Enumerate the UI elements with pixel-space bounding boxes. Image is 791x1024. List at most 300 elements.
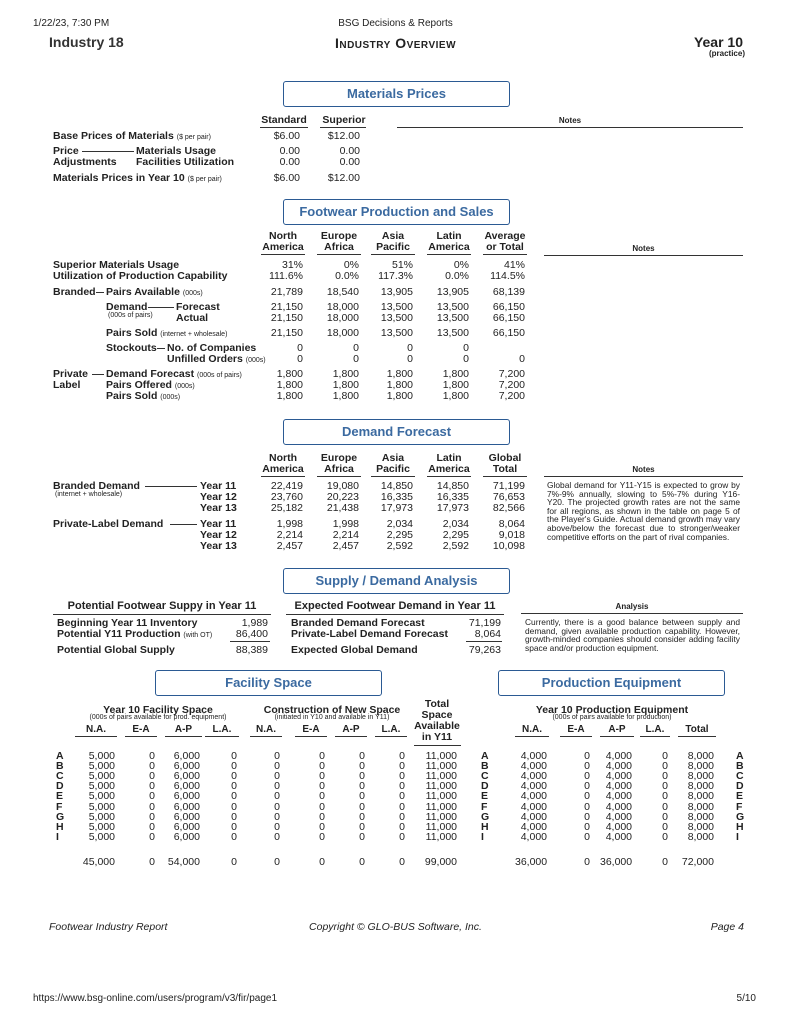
materials-prices-heading: Materials Prices — [283, 81, 510, 107]
facility-cell: 0 — [359, 820, 365, 833]
inventory-label: Beginning Year 11 Inventory — [57, 617, 198, 629]
equipment-total: 36,000 — [515, 856, 548, 868]
equipment-cell: 8,000 — [687, 760, 714, 773]
production-cell: 0 — [353, 353, 359, 365]
facility-total: 99,000 — [424, 856, 457, 868]
production-cell: 1,800 — [276, 368, 303, 380]
equipment-cell: 4,000 — [605, 800, 632, 813]
num-companies-label: No. of Companies — [167, 342, 257, 354]
production-cell: 66,150 — [492, 312, 525, 324]
facility-cell: 0 — [149, 750, 155, 762]
demand-cell: 1,998 — [332, 518, 359, 530]
demand-cell: 25,182 — [270, 502, 303, 514]
facility-cell: 0 — [274, 830, 280, 843]
production-cell: 0% — [453, 259, 469, 271]
base-prices-label: Base Prices of Materials ($ per pair) — [53, 130, 211, 142]
demand-cell: 71,199 — [492, 480, 525, 492]
year-standard: $6.00 — [273, 172, 300, 184]
facility-cell: 6,000 — [173, 810, 200, 823]
equipment-col-header: L.A. — [645, 724, 665, 735]
equipment-cell: 4,000 — [520, 830, 547, 843]
production-cell: 1,800 — [332, 368, 359, 380]
production-cell: 21,150 — [270, 301, 303, 313]
equipment-cell: 0 — [584, 810, 590, 823]
facility-cell: 11,000 — [425, 780, 457, 793]
facility-cell: 0 — [149, 770, 155, 783]
production-cell: 0% — [343, 259, 359, 271]
production-cell: 0 — [297, 353, 303, 365]
equipment-cell: 0 — [584, 750, 590, 762]
facility-total: 0 — [359, 856, 365, 868]
year-prices-label: Materials Prices in Year 10 ($ per pair) — [53, 172, 222, 184]
demand-cell: 10,098 — [492, 540, 525, 552]
demand-cell: 19,080 — [326, 480, 359, 492]
facility-cell: 6,000 — [173, 790, 200, 803]
demand-region-header: Pacific — [376, 463, 410, 475]
facility-cell: 0 — [319, 800, 325, 813]
equipment-cell: 0 — [662, 790, 668, 803]
equipment-cell: 4,000 — [605, 780, 632, 793]
facility-cell: 0 — [319, 760, 325, 773]
equipment-cell: 8,000 — [687, 780, 714, 793]
equipment-cell: 8,000 — [687, 800, 714, 813]
analysis-heading: Analysis — [615, 602, 649, 611]
equipment-cell: 4,000 — [605, 750, 632, 762]
global-supply-value: 88,389 — [235, 644, 268, 656]
production-cell: 1,800 — [386, 390, 413, 402]
demand-region-header: America — [428, 463, 470, 475]
facility-total: 45,000 — [82, 856, 115, 868]
production-cell: 7,200 — [498, 368, 525, 380]
construction-title: Construction of New Space — [263, 704, 401, 716]
demand-cell: 76,653 — [492, 491, 525, 503]
potential-production-label: Potential Y11 Production (with OT) — [57, 628, 213, 640]
plant-letter: F — [481, 800, 488, 813]
pl-demand-forecast-label: Demand Forecast (000s of pairs) — [106, 368, 242, 380]
equipment-cell: 0 — [662, 770, 668, 783]
facility-total: 0 — [274, 856, 280, 868]
production-cell: 13,500 — [436, 301, 469, 313]
production-notes-heading: Notes — [632, 244, 655, 253]
branded-demand-unit: (internet + wholesale) — [55, 491, 123, 498]
production-cell: 21,150 — [270, 312, 303, 324]
production-sales-heading: Footwear Production and Sales — [283, 199, 510, 225]
demand-region-header: Latin — [436, 452, 462, 464]
facility-cell: 0 — [399, 770, 405, 783]
production-cell: 1,800 — [276, 390, 303, 402]
demand-region-header: North — [269, 452, 297, 464]
superior-usage-label: Superior Materials Usage — [53, 259, 180, 271]
plant-letter: A — [56, 750, 64, 762]
global-supply-label: Potential Global Supply — [57, 644, 175, 656]
facility-cell: 0 — [149, 790, 155, 803]
equipment-cell: 0 — [662, 760, 668, 773]
demand-cell: 16,335 — [436, 491, 469, 503]
facility-cell: 0 — [399, 810, 405, 823]
page-title: Industry Overview — [334, 35, 457, 51]
facility-cell: 0 — [319, 810, 325, 823]
plant-letter: E — [481, 790, 489, 803]
facility-cell: 0 — [399, 830, 405, 843]
equipment-cell: 0 — [662, 780, 668, 793]
equipment-cell: 4,000 — [520, 780, 547, 793]
facility-space-title: Year 10 Facility Space — [103, 704, 213, 716]
demand-cell: 2,457 — [332, 540, 359, 552]
plant-letter: B — [736, 760, 744, 773]
demand-year-label: Year 12 — [200, 491, 237, 503]
forecast-label: Forecast — [176, 301, 220, 313]
demand-cell: 14,850 — [380, 480, 413, 492]
facility-cell: 0 — [359, 790, 365, 803]
facil-standard: 0.00 — [279, 156, 300, 168]
facility-cell: 0 — [359, 800, 365, 813]
demand-notes-heading: Notes — [632, 465, 655, 474]
facility-cell: 0 — [274, 820, 280, 833]
facility-cell: 5,000 — [88, 760, 115, 773]
plant-letter: H — [56, 820, 64, 833]
facility-col-header: A-P — [174, 724, 193, 735]
plant-letter: A — [481, 750, 489, 762]
facility-cell: 11,000 — [425, 810, 457, 823]
print-datetime: 1/22/23, 7:30 PM — [33, 18, 110, 29]
demand-region-header: Total — [492, 463, 518, 475]
equipment-cell: 8,000 — [687, 810, 714, 823]
facility-col-header: A-P — [342, 724, 360, 735]
demand-cell: 2,034 — [386, 518, 413, 530]
total-space-header: Total Space Available in Y11 — [414, 698, 460, 743]
production-cell: 111.6% — [268, 270, 303, 282]
production-cell: 31% — [281, 259, 303, 271]
equipment-cell: 8,000 — [687, 820, 714, 833]
production-cell: 13,500 — [436, 312, 469, 324]
pairs-sold-label: Pairs Sold (internet + wholesale) — [106, 327, 228, 339]
production-cell: 13,500 — [380, 312, 413, 324]
production-cell: 1,800 — [386, 368, 413, 380]
plant-letter: B — [481, 760, 489, 773]
footer-copyright: Copyright © GLO-BUS Software, Inc. — [309, 921, 482, 933]
facility-cell: 0 — [319, 770, 325, 783]
pl-forecast-label: Private-Label Demand Forecast — [291, 628, 448, 640]
production-cell: 1,800 — [332, 390, 359, 402]
production-cell: 1,800 — [442, 379, 469, 391]
equipment-cell: 4,000 — [605, 820, 632, 833]
plant-letter: F — [736, 800, 743, 813]
facilities-util-label: Facilities Utilization — [136, 156, 235, 168]
utilization-label: Utilization of Production Capability — [53, 270, 228, 282]
equipment-cell: 0 — [584, 770, 590, 783]
plant-letter: A — [736, 750, 744, 762]
facility-total: 0 — [231, 856, 237, 868]
facility-cell: 11,000 — [425, 760, 457, 773]
facility-cell: 0 — [359, 810, 365, 823]
plant-letter: G — [736, 810, 745, 823]
production-equipment-heading: Production Equipment — [498, 670, 725, 696]
demand-note-text: Global demand for Y11-Y15 is expected to grow by 7%-9% annually, slowing to 5%-7% during Y16-Y20. The projected growth rates are not the same for all regions, as shown in the table on page 5 of the Player's Guide. Actual demand growth may vary above/below the forecast due to stronger/weaker competitive efforts on the part of rival companies. — [547, 480, 740, 542]
production-cell: 13,905 — [380, 286, 413, 298]
facility-col-header: N.A. — [256, 724, 276, 735]
plant-letter: C — [481, 770, 489, 783]
facility-cell: 0 — [231, 810, 237, 823]
demand-year-label: Year 11 — [200, 518, 237, 530]
equipment-cell: 4,000 — [520, 770, 547, 783]
stockouts-label: Stockouts — [106, 342, 157, 354]
production-cell: 0 — [407, 353, 413, 365]
print-url: https://www.bsg-online.com/users/program/v3/fir/page1 — [33, 993, 277, 1004]
potential-production-value: 86,400 — [235, 628, 268, 640]
facility-cell: 11,000 — [425, 770, 457, 783]
facility-cell: 0 — [359, 770, 365, 783]
demand-cell: 17,973 — [436, 502, 469, 514]
facility-cell: 11,000 — [425, 790, 457, 803]
branded-demand-label: Branded Demand — [53, 480, 140, 492]
facility-cell: 11,000 — [425, 750, 457, 762]
plant-letter: H — [481, 820, 489, 833]
production-cell: 41% — [503, 259, 525, 271]
facility-cell: 0 — [149, 810, 155, 823]
facility-cell: 0 — [399, 760, 405, 773]
production-cell: 1,800 — [386, 379, 413, 391]
production-cell: 0 — [463, 353, 469, 365]
equipment-cell: 8,000 — [687, 750, 714, 762]
demand-year-label: Year 13 — [200, 502, 237, 514]
facility-cell: 0 — [359, 830, 365, 843]
equipment-cell: 0 — [584, 760, 590, 773]
production-cell: 68,139 — [492, 286, 525, 298]
production-cell: 21,789 — [270, 286, 303, 298]
demand-cell: 2,457 — [276, 540, 303, 552]
demand-region-header: America — [262, 463, 304, 475]
facility-cell: 0 — [399, 780, 405, 793]
region-header: North — [269, 230, 297, 242]
demand-year-label: Year 13 — [200, 540, 237, 552]
plant-letter: I — [481, 830, 484, 843]
production-cell: 66,150 — [492, 301, 525, 313]
demand-cell: 9,018 — [498, 529, 525, 541]
production-cell: 0 — [353, 342, 359, 354]
year-label: Year 10 — [693, 34, 743, 50]
price-label: Price — [53, 145, 79, 157]
equipment-cell: 4,000 — [520, 810, 547, 823]
production-cell: 1,800 — [442, 368, 469, 380]
region-header: Pacific — [376, 241, 410, 253]
bd-forecast-value: 71,199 — [468, 617, 501, 629]
facility-col-header: N.A. — [86, 724, 106, 735]
expected-global-label: Expected Global Demand — [291, 644, 418, 656]
production-cell: 1,800 — [332, 379, 359, 391]
region-header: America — [428, 241, 470, 253]
production-cell: 0 — [407, 342, 413, 354]
demand-cell: 2,592 — [442, 540, 469, 552]
equipment-cell: 0 — [662, 820, 668, 833]
region-header: Europe — [320, 230, 358, 242]
facility-cell: 6,000 — [173, 800, 200, 813]
plant-letter: C — [736, 770, 744, 783]
demand-cell: 16,335 — [380, 491, 413, 503]
production-cell: 13,500 — [436, 327, 469, 339]
adjustments-label: Adjustments — [53, 156, 117, 168]
facility-cell: 5,000 — [88, 790, 115, 803]
facility-cell: 11,000 — [425, 830, 457, 843]
demand-region-header: Africa — [324, 463, 354, 475]
region-header: Africa — [324, 241, 354, 253]
col-superior: Superior — [322, 114, 366, 126]
demand-region-header: Asia — [381, 452, 405, 464]
region-header: Asia — [381, 230, 405, 242]
demand-cell: 23,760 — [270, 491, 303, 503]
facility-cell: 6,000 — [173, 830, 200, 843]
equipment-cell: 8,000 — [687, 830, 714, 843]
facility-cell: 0 — [359, 760, 365, 773]
pl-pairs-offered-label: Pairs Offered (000s) — [106, 379, 195, 391]
facility-cell: 0 — [359, 780, 365, 793]
facility-cell: 0 — [399, 750, 405, 762]
production-cell: 18,540 — [326, 286, 359, 298]
branded-label: Branded — [53, 286, 96, 298]
production-cell: 18,000 — [326, 327, 359, 339]
production-cell: 0 — [297, 342, 303, 354]
industry-label: Industry 18 — [49, 34, 124, 50]
facility-cell: 0 — [149, 760, 155, 773]
bd-forecast-label: Branded Demand Forecast — [291, 617, 425, 629]
facility-cell: 0 — [231, 760, 237, 773]
demand-cell: 2,295 — [386, 529, 413, 541]
equipment-cell: 4,000 — [520, 790, 547, 803]
base-standard: $6.00 — [273, 130, 300, 142]
facility-col-header: E-A — [132, 724, 150, 735]
facility-cell: 11,000 — [425, 800, 457, 813]
equipment-cell: 0 — [584, 800, 590, 813]
equipment-col-header: E-A — [567, 724, 585, 735]
facility-cell: 0 — [319, 790, 325, 803]
equipment-cell: 4,000 — [520, 800, 547, 813]
demand-region-header: Europe — [320, 452, 358, 464]
plant-letter: C — [56, 770, 64, 783]
facility-cell: 0 — [231, 770, 237, 783]
equipment-cell: 4,000 — [605, 810, 632, 823]
footer-page: Page 4 — [710, 921, 744, 933]
usage-standard: 0.00 — [279, 145, 300, 157]
materials-usage-label: Materials Usage — [136, 145, 216, 157]
pl-pairs-sold-label: Pairs Sold (000s) — [106, 390, 181, 402]
region-header: Average — [484, 230, 526, 242]
production-cell: 7,200 — [498, 390, 525, 402]
demand-forecast-heading: Demand Forecast — [283, 419, 510, 445]
facility-cell: 5,000 — [88, 800, 115, 813]
equipment-cell: 4,000 — [520, 760, 547, 773]
facility-cell: 6,000 — [173, 780, 200, 793]
equipment-cell: 8,000 — [687, 790, 714, 803]
potential-supply-heading: Potential Footwear Suppy in Year 11 — [67, 600, 257, 612]
equipment-cell: 0 — [584, 830, 590, 843]
demand-cell: 20,223 — [326, 491, 359, 503]
pairs-available-label: Pairs Available (000s) — [106, 286, 203, 298]
base-superior: $12.00 — [327, 130, 360, 142]
plant-letter: D — [481, 780, 489, 793]
equipment-col-header: Total — [685, 724, 709, 735]
plant-letter: G — [481, 810, 490, 823]
production-cell: 0.0% — [335, 270, 359, 282]
plant-letter: B — [56, 760, 64, 773]
expected-demand-heading: Expected Footwear Demand in Year 11 — [294, 600, 496, 612]
facility-cell: 0 — [399, 800, 405, 813]
private-label-2: Label — [53, 379, 81, 391]
production-cell: 18,000 — [326, 301, 359, 313]
facility-cell: 0 — [231, 790, 237, 803]
production-cell: 13,500 — [380, 301, 413, 313]
facility-col-header: L.A. — [212, 724, 232, 735]
production-cell: 13,905 — [436, 286, 469, 298]
facility-cell: 0 — [399, 790, 405, 803]
production-cell: 114.5% — [490, 270, 525, 282]
equipment-col-header: A-P — [608, 724, 626, 735]
production-cell: 13,500 — [380, 327, 413, 339]
facility-cell: 6,000 — [173, 820, 200, 833]
facility-cell: 0 — [231, 800, 237, 813]
facility-cell: 6,000 — [173, 770, 200, 783]
plant-letter: E — [736, 790, 744, 803]
region-header: Latin — [436, 230, 462, 242]
production-cell: 7,200 — [498, 379, 525, 391]
facility-cell: 6,000 — [173, 750, 200, 762]
equipment-cell: 4,000 — [605, 790, 632, 803]
facility-total: 54,000 — [167, 856, 200, 868]
equipment-total: 0 — [584, 856, 590, 868]
facility-cell: 0 — [274, 810, 280, 823]
facility-cell: 0 — [149, 780, 155, 793]
print-title: BSG Decisions & Reports — [338, 18, 453, 29]
production-cell: 18,000 — [326, 312, 359, 324]
materials-notes-heading: Notes — [558, 116, 582, 125]
facility-cell: 5,000 — [88, 770, 115, 783]
actual-label: Actual — [176, 312, 209, 324]
demand-cell: 2,214 — [332, 529, 359, 541]
demand-cell: 2,295 — [442, 529, 469, 541]
facility-cell: 0 — [149, 830, 155, 843]
equipment-cell: 4,000 — [520, 820, 547, 833]
region-header: America — [262, 241, 304, 253]
facility-cell: 0 — [274, 760, 280, 773]
facility-cell: 0 — [274, 780, 280, 793]
plant-letter: I — [736, 830, 739, 843]
year-superior: $12.00 — [327, 172, 360, 184]
plant-letter: D — [736, 780, 744, 793]
facility-cell: 5,000 — [88, 830, 115, 843]
facility-cell: 0 — [231, 820, 237, 833]
facility-cell: 0 — [319, 830, 325, 843]
equipment-cell: 8,000 — [687, 770, 714, 783]
equipment-title: Year 10 Production Equipment — [535, 704, 689, 716]
practice-label: (practice) — [708, 49, 745, 58]
plant-letter: F — [56, 800, 63, 813]
demand-year-label: Year 11 — [200, 480, 237, 492]
facility-cell: 0 — [359, 750, 365, 762]
facility-col-header: E-A — [302, 724, 320, 735]
facility-cell: 0 — [274, 770, 280, 783]
equipment-cell: 0 — [584, 820, 590, 833]
construction-sub: (initiated in Y10 and available in Y11) — [274, 714, 390, 721]
facility-total: 0 — [149, 856, 155, 868]
demand-cell: 82,566 — [492, 502, 525, 514]
production-cell: 51% — [391, 259, 413, 271]
equipment-cell: 4,000 — [605, 770, 632, 783]
equipment-cell: 4,000 — [605, 760, 632, 773]
equipment-cell: 4,000 — [520, 750, 547, 762]
facility-cell: 11,000 — [425, 820, 457, 833]
demand-unit: (000s of pairs) — [108, 312, 153, 319]
facility-cell: 0 — [274, 800, 280, 813]
demand-cell: 14,850 — [436, 480, 469, 492]
production-cell: 0.0% — [445, 270, 469, 282]
